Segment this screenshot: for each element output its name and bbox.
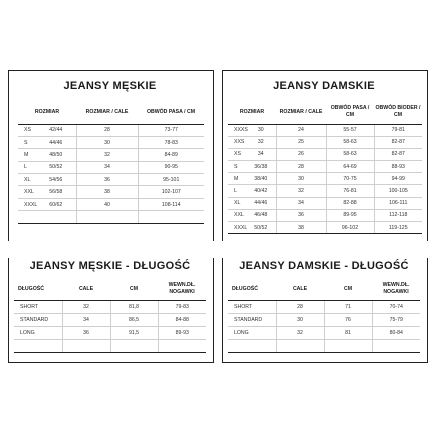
size-eu: 32	[257, 139, 264, 146]
size-eu: 42/44	[49, 127, 63, 134]
table-row	[228, 161, 422, 173]
cell-value: 91,5	[128, 329, 140, 336]
header-waist: OBWÓD PASA / CM	[138, 100, 204, 124]
header-inch: ROZMIAR / CALE	[76, 100, 138, 124]
table-cell	[374, 124, 422, 136]
table-cell	[62, 340, 110, 353]
size-cell	[228, 222, 276, 234]
cell-value: 96-102	[341, 224, 359, 231]
cell-value: 32	[104, 151, 110, 158]
table-cell	[138, 198, 204, 210]
cell-value: 28	[297, 303, 303, 310]
cell-value: 86,5	[128, 316, 140, 323]
size-cell	[228, 173, 276, 185]
table-row	[228, 340, 420, 353]
size-cell	[18, 198, 76, 210]
womens-length-title: JEANSY DAMSKIE - DŁUGOŚĆ	[239, 260, 409, 272]
table-cell	[138, 186, 204, 198]
table-cell	[324, 340, 372, 353]
size-eu: 40/42	[254, 188, 268, 195]
table-row	[14, 326, 206, 339]
size-cell	[228, 209, 276, 221]
size-letter: XS	[24, 127, 31, 134]
table-cell	[14, 326, 62, 339]
header-inch: ROZMIAR / CALE	[276, 100, 326, 124]
cell-value: 73-77	[164, 127, 178, 134]
table-row	[228, 326, 420, 339]
cell-value: LONG	[234, 329, 249, 336]
table-cell	[374, 209, 422, 221]
size-cell	[18, 174, 76, 186]
womens-jeans-table	[228, 100, 422, 234]
size-eu: 38/40	[254, 175, 268, 182]
cell-value: 94-99	[391, 175, 405, 182]
table-cell	[374, 136, 422, 148]
table-row	[228, 148, 422, 160]
table-row	[18, 211, 204, 223]
table-cell	[326, 185, 374, 197]
cell-value: 28	[104, 127, 110, 134]
mens-length-table	[14, 278, 206, 353]
mens-jeans-title: JEANSY MĘSKIE	[63, 80, 157, 92]
table-row	[18, 149, 204, 161]
cell-value: 34	[83, 316, 89, 323]
table-cell	[324, 313, 372, 326]
size-cell	[228, 148, 276, 160]
table-cell	[372, 300, 420, 313]
size-letter: L	[24, 164, 27, 171]
table-cell	[374, 197, 422, 209]
table-row	[228, 197, 422, 209]
cell-value: 82-88	[343, 200, 357, 207]
size-cell	[18, 124, 76, 136]
cell-value: 81	[345, 329, 351, 336]
cell-value: 24	[298, 127, 304, 134]
table-row	[18, 161, 204, 173]
table-row	[228, 185, 422, 197]
size-eu: 44/46	[49, 139, 63, 146]
cell-value: 36	[104, 176, 110, 183]
table-cell	[62, 326, 110, 339]
table-cell	[326, 161, 374, 173]
size-eu: 36/38	[254, 163, 268, 170]
cell-value: 34	[298, 200, 304, 207]
table-cell	[228, 340, 276, 353]
table-cell	[76, 136, 138, 148]
cell-value: 28	[298, 163, 304, 170]
table-row	[18, 186, 204, 198]
size-eu: 54/56	[49, 176, 63, 183]
table-row	[18, 136, 204, 148]
cell-value: 78-83	[164, 139, 178, 146]
table-cell	[138, 136, 204, 148]
table-row	[18, 198, 204, 210]
size-cell	[18, 136, 76, 148]
table-cell	[276, 197, 326, 209]
table-cell	[276, 136, 326, 148]
table-cell	[158, 313, 206, 326]
cell-value: 36	[83, 329, 89, 336]
table-cell	[110, 326, 158, 339]
cell-value: 25	[298, 139, 304, 146]
table-cell	[276, 173, 326, 185]
cell-value: 79-81	[391, 127, 405, 134]
table-row	[228, 124, 422, 136]
table-cell	[138, 211, 204, 223]
table-cell	[76, 186, 138, 198]
table-row	[228, 313, 420, 326]
cell-value: 102-107	[161, 189, 181, 196]
table-row	[228, 136, 422, 148]
cell-value: 30	[298, 175, 304, 182]
header-inch: CALE	[62, 278, 110, 300]
table-row	[228, 173, 422, 185]
cell-value: 95-101	[163, 176, 180, 183]
table-cell	[276, 222, 326, 234]
mens-jeans-table	[18, 100, 204, 224]
table-cell	[76, 211, 138, 223]
table-cell	[276, 185, 326, 197]
header-length: DŁUGOŚĆ	[14, 278, 62, 300]
table-cell	[372, 313, 420, 326]
size-letter: M	[234, 175, 239, 182]
size-eu: 30	[257, 127, 264, 134]
table-cell	[138, 174, 204, 186]
size-letter: XXXL	[234, 224, 248, 231]
table-row	[228, 300, 420, 313]
cell-value: 89-95	[343, 212, 357, 219]
table-cell	[276, 124, 326, 136]
table-cell	[374, 185, 422, 197]
table-cell	[326, 197, 374, 209]
size-eu: 50/52	[49, 164, 63, 171]
cell-value: 106-111	[389, 200, 408, 207]
cell-value: 100-105	[388, 188, 408, 195]
table-cell	[138, 124, 204, 136]
cell-value: 79-83	[175, 303, 189, 310]
size-cell	[18, 186, 76, 198]
size-letter: XXL	[24, 189, 34, 196]
table-cell	[276, 300, 324, 313]
table-row	[228, 222, 422, 234]
size-cell	[228, 197, 276, 209]
cell-value: 38	[104, 189, 110, 196]
table-cell	[76, 161, 138, 173]
header-inch: CALE	[276, 278, 324, 300]
table-row	[18, 124, 204, 136]
cell-value: 108-114	[161, 201, 181, 208]
cell-value: 26	[298, 151, 304, 158]
size-letter: XXXL	[24, 201, 38, 208]
cell-value: 40	[104, 201, 110, 208]
cell-value: SHORT	[20, 303, 39, 310]
table-cell	[326, 124, 374, 136]
table-cell	[326, 148, 374, 160]
size-letter: XXXS	[234, 127, 248, 134]
table-cell	[276, 340, 324, 353]
table-cell	[374, 148, 422, 160]
size-letter: XL	[24, 176, 31, 183]
header-waist: OBWÓD PASA / CM	[326, 100, 374, 124]
cell-value: 119-125	[388, 224, 408, 231]
header-cm: CM	[110, 278, 158, 300]
table-cell	[228, 313, 276, 326]
table-cell	[14, 313, 62, 326]
table-cell	[324, 326, 372, 339]
table-cell	[228, 300, 276, 313]
cell-value: 112-118	[389, 212, 408, 219]
table-cell	[76, 149, 138, 161]
size-eu: 60/62	[49, 201, 63, 208]
table-cell	[326, 209, 374, 221]
cell-value: 84-89	[164, 151, 178, 158]
table-cell	[374, 161, 422, 173]
cell-value: 38	[298, 224, 304, 231]
table-cell	[110, 300, 158, 313]
cell-value: 82-87	[391, 151, 405, 158]
table-cell	[14, 340, 62, 353]
womens-length-table	[228, 278, 420, 353]
header-size: ROZMIAR	[228, 100, 276, 124]
womens-jeans-title: JEANSY DAMSKIE	[273, 80, 375, 92]
cell-value: 76-81	[343, 188, 357, 195]
size-eu: 46/48	[254, 212, 268, 219]
table-cell	[158, 326, 206, 339]
table-row	[14, 340, 206, 353]
header-length: DŁUGOŚĆ	[228, 278, 276, 300]
cell-value: 70-74	[389, 303, 403, 310]
cell-value: 84-88	[175, 316, 189, 323]
size-eu: 44/46	[254, 200, 268, 207]
table-cell	[62, 313, 110, 326]
table-cell	[372, 340, 420, 353]
cell-value: 55-57	[343, 127, 357, 134]
table-cell	[324, 300, 372, 313]
size-cell	[18, 149, 76, 161]
table-cell	[276, 148, 326, 160]
size-cell	[228, 185, 276, 197]
cell-value: 32	[297, 329, 303, 336]
table-cell	[276, 313, 324, 326]
table-cell	[276, 326, 324, 339]
table-cell	[138, 149, 204, 161]
table-row	[18, 174, 204, 186]
size-letter: M	[24, 151, 29, 158]
cell-value: 88-93	[391, 163, 405, 170]
header-cm: CM	[324, 278, 372, 300]
table-row	[228, 209, 422, 221]
size-cell	[18, 161, 76, 173]
header-inseam: WEWN.DŁ. NOGAWKI	[372, 278, 420, 300]
header-hips: OBWÓD BIODER / CM	[374, 100, 422, 124]
table-cell	[158, 340, 206, 353]
table-cell	[374, 222, 422, 234]
cell-value: 76	[345, 316, 351, 323]
table-cell	[158, 300, 206, 313]
cell-value: 90-95	[164, 164, 178, 171]
table-cell	[76, 198, 138, 210]
table-row	[14, 300, 206, 313]
cell-value: 58-63	[343, 139, 357, 146]
header-size: ROZMIAR	[18, 100, 76, 124]
size-letter: XXL	[234, 212, 244, 219]
table-cell	[276, 161, 326, 173]
cell-value: 89-93	[175, 329, 189, 336]
cell-value: 30	[297, 316, 303, 323]
table-cell	[374, 173, 422, 185]
size-cell	[228, 161, 276, 173]
cell-value: 30	[104, 139, 110, 146]
table-cell	[372, 326, 420, 339]
size-letter: XS	[234, 151, 241, 158]
table-cell	[76, 124, 138, 136]
table-row	[14, 313, 206, 326]
table-cell	[138, 161, 204, 173]
table-cell	[276, 209, 326, 221]
cell-value: 70-75	[343, 175, 357, 182]
size-cell	[18, 211, 76, 223]
table-cell	[62, 300, 110, 313]
cell-value: 36	[298, 212, 304, 219]
cell-value: 32	[298, 188, 304, 195]
size-letter: XL	[234, 200, 241, 207]
size-eu: 34	[257, 151, 264, 158]
size-eu: 50/52	[254, 224, 268, 231]
size-letter: S	[234, 163, 238, 170]
cell-value: 82-87	[391, 139, 405, 146]
size-letter: L	[234, 188, 237, 195]
header-inseam: WEWN.DŁ. NOGAWKI	[158, 278, 206, 300]
table-cell	[326, 173, 374, 185]
cell-value: 80-84	[389, 329, 403, 336]
size-letter: S	[24, 139, 28, 146]
table-cell	[110, 340, 158, 353]
size-letter: XXS	[234, 139, 245, 146]
table-cell	[14, 300, 62, 313]
cell-value: 64-69	[343, 163, 357, 170]
mens-length-title: JEANSY MĘSKIE - DŁUGOŚĆ	[29, 260, 191, 272]
table-cell	[76, 174, 138, 186]
size-cell	[228, 136, 276, 148]
cell-value: LONG	[20, 329, 35, 336]
cell-value: 58-63	[343, 151, 357, 158]
cell-value: 75-79	[389, 316, 403, 323]
cell-value: 32	[83, 303, 89, 310]
table-cell	[110, 313, 158, 326]
cell-value: STANDARD	[234, 316, 263, 323]
cell-value: 81,8	[128, 303, 140, 310]
size-eu: 48/50	[49, 151, 63, 158]
cell-value: 71	[345, 303, 351, 310]
cell-value: 34	[104, 164, 110, 171]
table-cell	[326, 222, 374, 234]
size-cell	[228, 124, 276, 136]
table-cell	[228, 326, 276, 339]
cell-value: STANDARD	[20, 316, 49, 323]
cell-value: SHORT	[234, 303, 253, 310]
table-cell	[326, 136, 374, 148]
size-eu: 56/58	[49, 189, 63, 196]
